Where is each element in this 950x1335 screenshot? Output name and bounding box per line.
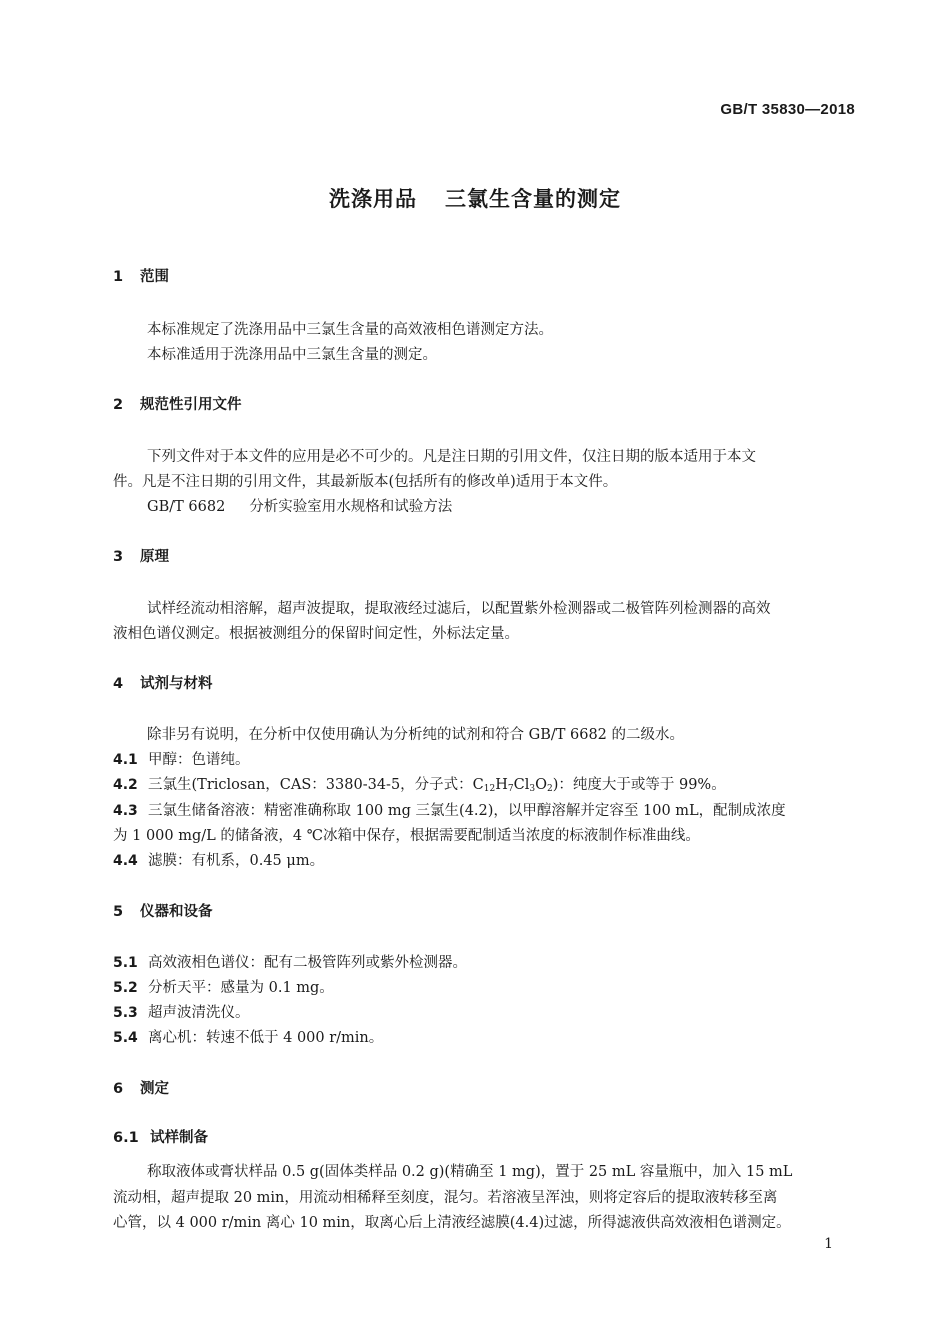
page-number: 1: [824, 1236, 833, 1252]
section-1-heading: 1 范围: [113, 269, 169, 285]
title-part-1: 洗涤用品: [329, 187, 417, 211]
section-2-paragraph-line-2: 件。凡是不注日期的引用文件，其最新版本(包括所有的修改单)适用于本文件。: [113, 474, 618, 490]
item-5-4: 5.4 离心机：转速不低于 4 000 r/min。: [113, 1030, 384, 1046]
section-4-heading: 4 试剂与材料: [113, 676, 213, 692]
item-5-3: 5.3 超声波清洗仪。: [113, 1005, 250, 1021]
section-3-line-1: 试样经流动相溶解，超声波提取，提取液经过滤后，以配置紫外检测器或二极管阵列检测器的高效: [147, 601, 771, 617]
item-4-3-line-2: 为 1 000 mg/L 的储备液，4 ℃冰箱中保存，根据需要配制适当浓度的标液制作标准曲线。: [113, 828, 700, 844]
item-4-1: 4.1 甲醇：色谱纯。: [113, 752, 250, 768]
item-4-3-line-1: 4.3 三氯生储备溶液：精密准确称取 100 mg 三氯生(4.2)，以甲醇溶解并定容至 100 mL，配制成浓度: [113, 803, 786, 819]
item-5-1: 5.1 高效液相色谱仪：配有二极管阵列或紫外检测器。: [113, 955, 467, 971]
section-6-heading: 6 测定: [113, 1081, 169, 1097]
section-2-heading: 2 规范性引用文件: [113, 397, 242, 413]
section-6-1-line-3: 心管，以 4 000 r/min 离心 10 min，取离心后上清液经滤膜(4.4)过滤，所得滤液供高效液相色谱测定。: [113, 1215, 791, 1231]
subsection-6-1-heading: 6.1 试样制备: [113, 1130, 208, 1146]
section-2-paragraph-line-1: 下列文件对于本文件的应用是必不可少的。凡是注日期的引用文件，仅注日期的版本适用于本文: [147, 449, 756, 465]
section-4-intro: 除非另有说明，在分析中仅使用确认为分析纯的试剂和符合 GB/T 6682 的二级水。: [147, 727, 685, 743]
reference-code: GB/T 6682: [147, 499, 226, 515]
normative-reference: [147, 495, 452, 516]
section-6-1-line-2: 流动相，超声提取 20 min，用流动相稀释至刻度，混匀。若溶液呈浑浊，则将定容后的提取液转移至离: [113, 1190, 778, 1206]
reference-title: 分析实验室用水规格和试验方法: [249, 499, 453, 515]
section-1-paragraph-2: 本标准适用于洗涤用品中三氯生含量的测定。: [147, 347, 437, 363]
document-title: [0, 183, 950, 213]
section-1-paragraph-1: 本标准规定了洗涤用品中三氯生含量的高效液相色谱测定方法。: [147, 322, 553, 338]
title-part-2: 三氯生含量的测定: [445, 187, 621, 211]
section-3-line-2: 液相色谱仪测定。根据被测组分的保留时间定性，外标法定量。: [113, 626, 519, 642]
section-3-heading: 3 原理: [113, 549, 169, 565]
standard-number: GB/T 35830—2018: [720, 101, 855, 118]
section-6-1-line-1: 称取液体或膏状样品 0.5 g(固体类样品 0.2 g)(精确至 1 mg)，置于 25 mL 容量瓶中，加入 15 mL: [147, 1164, 793, 1180]
section-5-heading: 5 仪器和设备: [113, 904, 213, 920]
item-4-2: 4.2 三氯生(Triclosan，CAS：3380-34-5，分子式：$C_{12}H_7Cl_3O_2$)：纯度大于或等于 99%。: [113, 777, 726, 794]
item-4-4: 4.4 滤膜：有机系，0.45 μm。: [113, 853, 325, 869]
item-5-2: 5.2 分析天平：感量为 0.1 mg。: [113, 980, 334, 996]
